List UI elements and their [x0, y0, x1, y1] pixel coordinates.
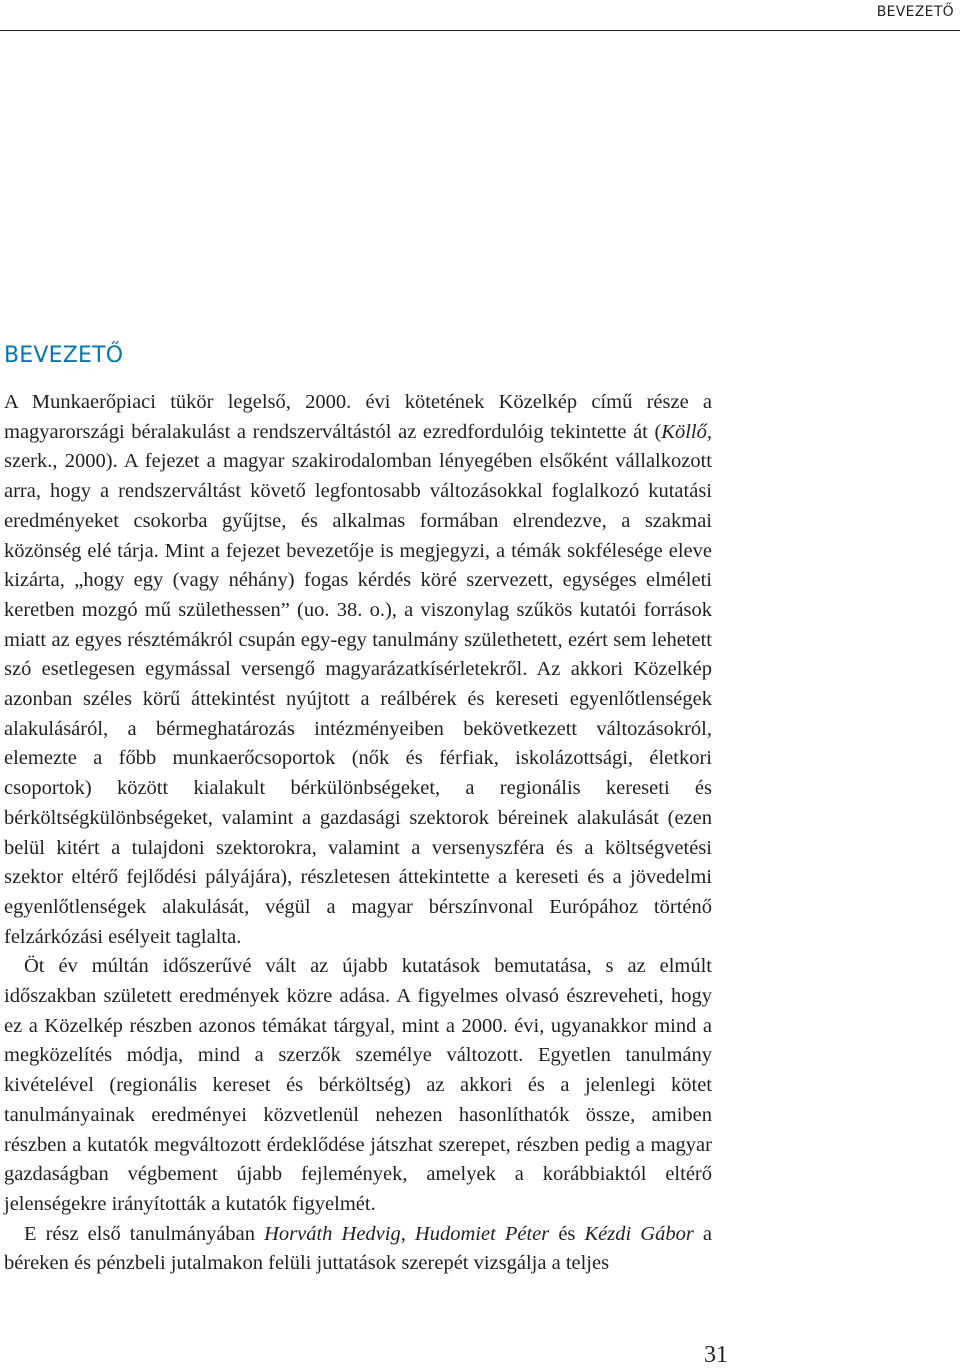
header-rule — [0, 30, 960, 31]
author-name: Kézdi Gábor — [584, 1222, 694, 1245]
paragraph — [4, 388, 712, 952]
author-name: Horváth Hedvig, Hudomiet Péter — [264, 1222, 550, 1245]
section-title: BEVEZETŐ — [4, 343, 124, 368]
paragraph — [4, 952, 712, 1219]
paragraph — [4, 1220, 712, 1279]
text-run: Öt év múltán időszerűvé vált az újabb kutatások bemutatása, s az elmúlt időszakban született eredmények közre adása. A figyelmes olvasó észreveheti, hogy ez a Közelkép részben azonos témákat tárgyal, mint a 2000. évi, ugyanakkor mind a megközelítés módja, mind a szerzők személye változott. Egyetlen tanulmány kivételével (regionális kereset és bérköltség) az akkori és a jelenlegi kötet tanulmányainak eredményei közvetlenül nehezen hasonlíthatók össze, amiben részben a kutatók megváltozott érdeklődése játszhat szerepet, részben pedig a magyar gazdaságban végbement újabb fejlemények, amelyek a korábbiaktól eltérő jelenségekre irányították a kutatók figyelmét. — [4, 955, 712, 1215]
text-run: A Munkaerőpiaci tükör legelső, 2000. évi kötetének Közelkép című része a magyarországi béralakulást a rendszerváltástól az ezredfordulóig tekintette át ( — [4, 391, 712, 443]
text-run: E rész első tanulmányában — [24, 1222, 265, 1245]
text-run: és — [549, 1222, 585, 1245]
text-run: a béreken és pénzbeli jutalmakon felüli juttatások szerepét vizsgálja a teljes — [4, 1222, 712, 1275]
running-header: BEVEZETŐ — [876, 4, 954, 20]
text-run: szerk., 2000). A fejezet a magyar szakirodalomban lényegében elsőként vállalkozott arra, hogy a rendszerváltást követő legfontosabb változásokkal foglalkozó kutatási eredményeket csokorba gyűjtse, és alkalmas formában elrendezve, a szakmai közönség elé tárja. Mint a fejezet bevezetője is megjegyzi, a témák sokfélesége eleve kizárta, „hogy egy (vagy néhány) fogas kérdés köré szervezett, egységes elméleti keretben mozgó mű születhessen” (uo. 38. o.), a viszonylag szűkös kutatói források miatt az egyes résztémákról csupán egy-egy tanulmány születhetett, ezért sem lehetett szó esetlegesen egymással versengő magyarázatkísérletekről. Az akkori Közelkép azonban széles körű áttekintést nyújtott a reálbérek és kereseti egyenlőtlenségek alakulásáról, a bérmeghatározás intézményeiben bekövetkezett változásokról, elemezte a főbb munkaerőcsoportok (nők és férfiak, iskolázottsági, életkori csoportok) között kialakult bérkülönbségeket, a regionális kereseti és bérköltségkülönbségeket, valamint a gazdasági szektorok béreinek alakulását (ezen belül kitért a tulajdoni szektorokra, valamint a versenyszféra és a költségvetési szektor eltérő fejlődési pályájára), részletesen áttekintette a kereseti és a jövedelmi egyenlőtlenségek alakulását, végül a magyar bérszínvonal Európához történő felzárkózási esélyeit taglalta. — [4, 450, 712, 948]
body-text — [4, 388, 712, 1279]
page-number: 31 — [704, 1342, 728, 1368]
author-name: Köllő, — [661, 420, 712, 443]
